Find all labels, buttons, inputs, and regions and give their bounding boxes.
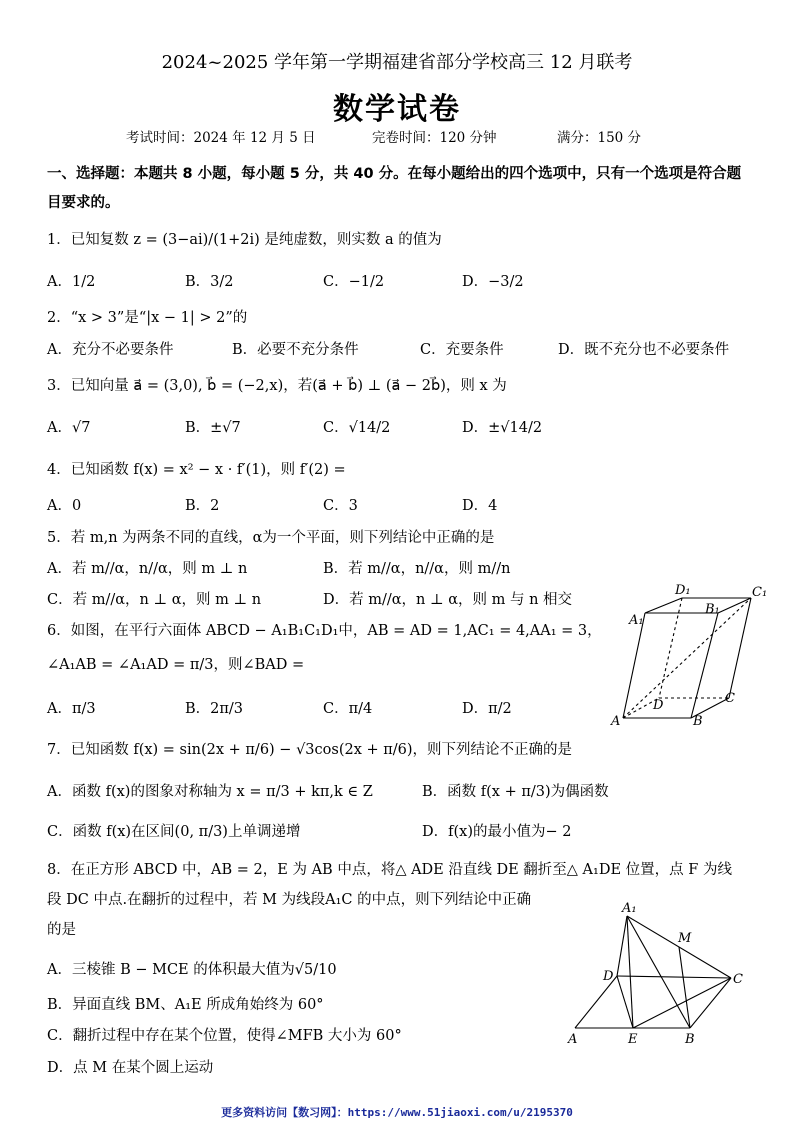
q5-option-d: D．若 m//α，n ⊥ α，则 m 与 n 相交 xyxy=(323,592,573,608)
label-b: B xyxy=(693,714,703,728)
edge-c1c xyxy=(729,598,751,698)
label-a1: A₁ xyxy=(622,901,637,916)
q3-stem: 3．已知向量 a⃗ = (3,0), b⃗ = (−2,x)，若(a⃗ + b⃗) ⊥ (a⃗ − 2b⃗)，则 x 为 xyxy=(47,378,507,394)
label-c1: C₁ xyxy=(752,585,768,600)
q3-option-a: A．√7 xyxy=(47,420,91,436)
q7-option-b: B．函数 f(x + π/3)为偶函数 xyxy=(422,784,609,800)
q7-option-a: A．函数 f(x)的图象对称轴为 x = π/3 + kπ,k ∈ Z xyxy=(47,784,373,800)
q5-option-a: A．若 m//α，n//α，则 m ⊥ n xyxy=(47,561,248,577)
q6-option-c: C．π/4 xyxy=(323,701,373,717)
q2-option-a: A．充分不必要条件 xyxy=(47,342,174,358)
edge-b1c1 xyxy=(718,598,751,613)
q2-option-b: B．必要不充分条件 xyxy=(232,342,359,358)
label-m: M xyxy=(678,931,692,946)
q4-option-c: C．3 xyxy=(323,498,358,514)
q8-option-a: A．三棱锥 B − MCE 的体积最大值为√5/10 xyxy=(47,962,337,978)
q3-option-d: D．±√14/2 xyxy=(462,420,543,436)
q5-option-b: B．若 m//α，n//α，则 m//n xyxy=(323,561,511,577)
q5-stem: 5．若 m,n 为两条不同的直线，α为一个平面，则下列结论中正确的是 xyxy=(47,530,495,546)
subject-title: 数学试卷 xyxy=(333,92,461,127)
edge-a1a xyxy=(623,613,645,718)
exam-duration: 完卷时间：120 分钟 xyxy=(372,130,497,146)
q5-option-c: C．若 m//α，n ⊥ α，则 m ⊥ n xyxy=(47,592,262,608)
q4-option-d: D．4 xyxy=(462,498,498,514)
q1-option-a: A．1/2 xyxy=(47,274,96,290)
q6-parallelepiped-figure xyxy=(605,578,780,728)
edge-a1d1 xyxy=(645,598,682,613)
q1-option-b: B．3/2 xyxy=(185,274,234,290)
label-a1: A₁ xyxy=(629,613,644,628)
q6-option-a: A．π/3 xyxy=(47,701,96,717)
label-a: A xyxy=(611,714,621,728)
segment-ec xyxy=(633,978,731,1028)
q8-stem-line3: 的是 xyxy=(47,922,76,938)
q1-option-d: D．−3/2 xyxy=(462,274,524,290)
edge-a1d xyxy=(617,916,627,976)
label-a: A xyxy=(568,1032,578,1047)
edge-b1b xyxy=(691,613,718,718)
q8-folding-figure xyxy=(565,898,755,1048)
q2-stem: 2．“x > 3”是“|x − 1| > 2”的 xyxy=(47,310,248,326)
q7-stem: 7．已知函数 f(x) = sin(2x + π/6) − √3cos(2x + π/6)，则下列结论不正确的是 xyxy=(47,742,573,758)
label-c: C xyxy=(733,972,743,987)
q6-stem-line2: ∠A₁AB = ∠A₁AD = π/3，则∠BAD = xyxy=(47,657,305,673)
q3-option-b: B．±√7 xyxy=(185,420,241,436)
full-score: 满分：150 分 xyxy=(557,130,642,146)
q4-option-b: B．2 xyxy=(185,498,220,514)
q6-option-b: B．2π/3 xyxy=(185,701,244,717)
q8-stem-line1: 8．在正方形 ABCD 中，AB = 2，E 为 AB 中点，将△ ADE 沿直线 DE 翻折至△ A₁DE 位置，点 F 为线 xyxy=(47,862,732,878)
label-b1: B₁ xyxy=(705,602,720,617)
q1-option-c: C．−1/2 xyxy=(323,274,385,290)
q6-stem-line1: 6．如图，在平行六面体 ABCD − A₁B₁C₁D₁中，AB = AD = 1,AC₁ = 4,AA₁ = 3， xyxy=(47,623,602,639)
q2-option-c: C．充要条件 xyxy=(420,342,504,358)
label-d1: D₁ xyxy=(675,583,691,598)
q4-option-a: A．0 xyxy=(47,498,82,514)
q7-option-c: C．函数 f(x)在区间(0, π/3)上单调递增 xyxy=(47,824,301,840)
q4-stem: 4．已知函数 f(x) = x² − x · f′(1)，则 f′(2) = xyxy=(47,462,346,478)
edge-bc xyxy=(690,978,731,1028)
q8-stem-line2: 段 DC 中点.在翻折的过程中，若 M 为线段A₁C 的中点，则下列结论中正确 xyxy=(47,892,532,908)
q3-option-c: C．√14/2 xyxy=(323,420,391,436)
label-d: D xyxy=(653,698,664,713)
edge-dc xyxy=(617,976,731,978)
q6-option-d: D．π/2 xyxy=(462,701,512,717)
q2-option-d: D．既不充分也不必要条件 xyxy=(558,342,730,358)
label-d: D xyxy=(603,969,614,984)
segment-mb xyxy=(679,947,690,1028)
exam-title: 2024~2025 学年第一学期福建省部分学校高三 12 月联考 xyxy=(161,52,633,73)
q7-option-d: D．f(x)的最小值为− 2 xyxy=(422,824,572,840)
section-heading: 一、选择题：本题共 8 小题，每小题 5 分，共 40 分。在每小题给出的四个选项中，只有一个选项是符合题目要求的。 xyxy=(47,166,742,211)
q8-option-b: B．异面直线 BM、A₁E 所成角始终为 60° xyxy=(47,997,324,1013)
q8-option-c: C．翻折过程中存在某个位置，使得∠MFB 大小为 60° xyxy=(47,1028,402,1044)
label-e: E xyxy=(628,1032,638,1047)
label-b: B xyxy=(685,1032,695,1047)
exam-time: 考试时间：2024 年 12 月 5 日 xyxy=(126,130,316,146)
q1-stem: 1．已知复数 z = (3−ai)/(1+2i) 是纯虚数，则实数 a 的值为 xyxy=(47,232,442,248)
q8-option-d: D．点 M 在某个圆上运动 xyxy=(47,1060,214,1076)
footer-link[interactable]: 更多资料访问【数习网】：https://www.51jiaoxi.com/u/2195370 xyxy=(221,1106,573,1119)
label-c: C xyxy=(725,691,735,706)
